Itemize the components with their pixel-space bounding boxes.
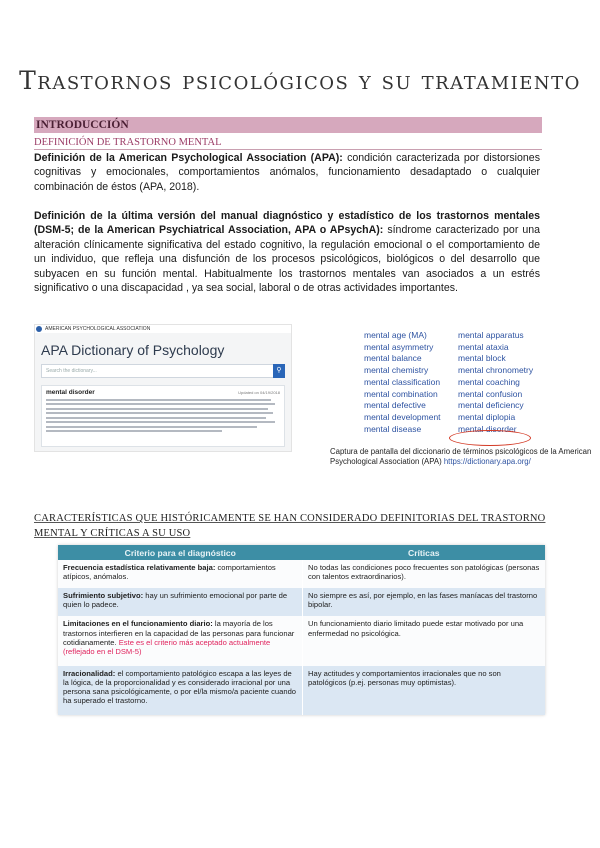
term-item: mental combination	[364, 388, 438, 399]
criterion-label: Sufrimiento subjetivo:	[63, 591, 144, 601]
table-cell-critique: Hay actitudes y comportamientos irracionales que no son patológicos (p.ej. personas muy optimistas).	[303, 666, 546, 715]
criteria-table	[58, 545, 545, 715]
table-header: Criterio para el diagnóstico	[58, 545, 303, 560]
term-list-screenshot	[330, 330, 592, 448]
term-item: mental block	[458, 353, 506, 364]
highlight-circle	[449, 430, 531, 446]
apa-entry-line	[46, 430, 222, 432]
term-item: mental deficiency	[458, 400, 524, 411]
subheading-definition: DEFINICIÓN DE TRASTORNO MENTAL	[34, 136, 542, 150]
paragraph-apa-definition	[34, 151, 540, 194]
apa-entry-line	[46, 408, 268, 410]
table-header-row	[58, 545, 545, 560]
apa-dictionary-heading: APA Dictionary of Psychology	[41, 342, 225, 358]
table-cell-criterion	[58, 588, 303, 616]
term-item-highlighted: mental disorder	[458, 423, 517, 434]
magnifier-icon: ⚲	[273, 364, 285, 378]
paragraph-dsm5-definition	[34, 209, 540, 295]
page-title: Trastornos psicológicos y su tratamiento	[19, 66, 581, 95]
term-list-column-1	[364, 330, 441, 435]
table-row	[58, 616, 545, 665]
dsm5-definition-text: síndrome caracterizado por una alteración clínicamente significativa del estado cognitivo, la regulación emocional o el comportamiento de un individuo, que refleja una disfunción de los procesos psicológicos, biológicos o del desarrollo que subyacen en su función mental. Habitualmente los trastornos mentales van asociados a un estrés significativo o una discapacidad , ya sea social, laboral o de otras actividades importantes.	[34, 224, 540, 295]
term-item: mental chronometry	[458, 365, 534, 376]
criterion-text: el comportamiento patológico escapa a las leyes de la lógica, de la proporcionalidad y es considerado irracional por una persona sana psicológicamente, o por el/la mismo/a paciente cuando ha superado el trastorno.	[63, 668, 297, 706]
table-row	[58, 588, 545, 616]
apa-logo-icon	[36, 326, 42, 332]
table-row	[58, 666, 545, 715]
term-item: mental confusion	[458, 388, 523, 399]
criterion-label: Limitaciones en el funcionamiento diario:	[63, 619, 213, 629]
apa-entry-line	[46, 412, 273, 414]
criterion-text: la mayoría de los trastornos interfieren en la capacidad de las personas para funcionar cotidianamente.	[63, 619, 295, 647]
term-item: mental disease	[364, 423, 422, 434]
apa-top-bar	[35, 325, 292, 333]
caption-link[interactable]: https://dictionary.apa.org/	[443, 457, 531, 466]
table-cell-criterion	[58, 666, 303, 715]
term-item: mental age (MA)	[364, 330, 427, 340]
apa-entry-line	[46, 421, 275, 423]
apa-definition-label: Definición de la American Psychological Association (APA):	[34, 152, 343, 164]
apa-definition-text: condición caracterizada por distorsiones cognitivas y emocionales, comportamientos anómalos, funcionamiento desadaptado o cualquier combinación de éstos (APA, 2018).	[34, 152, 540, 193]
apa-entry-line	[46, 426, 257, 428]
caption-text: Captura de pantalla del diccionario de términos psicológicos de la American Psychological Association (APA)	[330, 447, 592, 466]
term-list-column-2	[458, 330, 533, 435]
term-item: mental ataxia	[458, 341, 509, 352]
criterion-highlight: Este es el criterio más aceptado actualmente (reflejado en el DSM-5)	[63, 637, 271, 657]
apa-entry-line	[46, 403, 275, 405]
table-cell-critique: Un funcionamiento diario limitado puede estar motivado por una enfermedad no psicológica.	[303, 616, 546, 665]
dsm5-definition-label: Definición de la última versión del manual diagnóstico y estadístico de los trastornos mentales (DSM-5; de la American Psychiatrical Association, APA o APsychA):	[34, 210, 540, 237]
apa-entry-card	[41, 385, 285, 447]
table-cell-critique: No siempre es así, por ejemplo, en las fases maníacas del trastorno bipolar.	[303, 588, 546, 616]
apa-dictionary-screenshot	[34, 324, 292, 452]
term-item: mental classification	[364, 376, 441, 387]
table-cell-criterion	[58, 560, 303, 588]
image-caption	[330, 447, 600, 467]
criterion-label: Irracionalidad:	[63, 668, 116, 678]
term-item: mental diplopia	[458, 411, 516, 422]
term-item: mental apparatus	[458, 330, 524, 340]
apa-entry-updated: Updated on 04/19/2018	[238, 390, 280, 395]
table-header: Críticas	[303, 545, 546, 560]
apa-search-input	[41, 364, 285, 378]
term-item: mental coaching	[458, 376, 520, 387]
apa-search-placeholder: Search the dictionary...	[46, 368, 97, 374]
criterion-text: hay un sufrimiento emocional por parte de quien lo padece.	[63, 591, 288, 610]
apa-entry-line	[46, 417, 266, 419]
term-item: mental development	[364, 411, 441, 422]
table-cell-criterion	[58, 616, 303, 665]
term-item: mental balance	[364, 353, 422, 364]
section-heading-intro: INTRODUCCIÓN	[34, 117, 542, 133]
apa-entry-line	[46, 399, 271, 401]
apa-top-bar-text: AMERICAN PSYCHOLOGICAL ASSOCIATION	[45, 326, 151, 332]
term-item: mental defective	[364, 400, 426, 411]
subheading-characteristics: CARACTERÍSTICAS QUE HISTÓRICAMENTE SE HAN CONSIDERADO DEFINITORIAS DEL TRASTORNO MENTAL Y CRÍTICAS A SU USO	[34, 513, 546, 539]
term-item: mental asymmetry	[364, 341, 434, 352]
table-row	[58, 560, 545, 588]
criterion-label: Frecuencia estadística relativamente baja:	[63, 563, 216, 572]
criterion-text: comportamientos atípicos, anómalos.	[63, 563, 276, 582]
apa-entry-term: mental disorder	[46, 389, 95, 396]
table-cell-critique: No todas las condiciones poco frecuentes son patológicas (personas con talentos extraordinarios).	[303, 560, 546, 588]
term-item: mental chemistry	[364, 365, 429, 376]
